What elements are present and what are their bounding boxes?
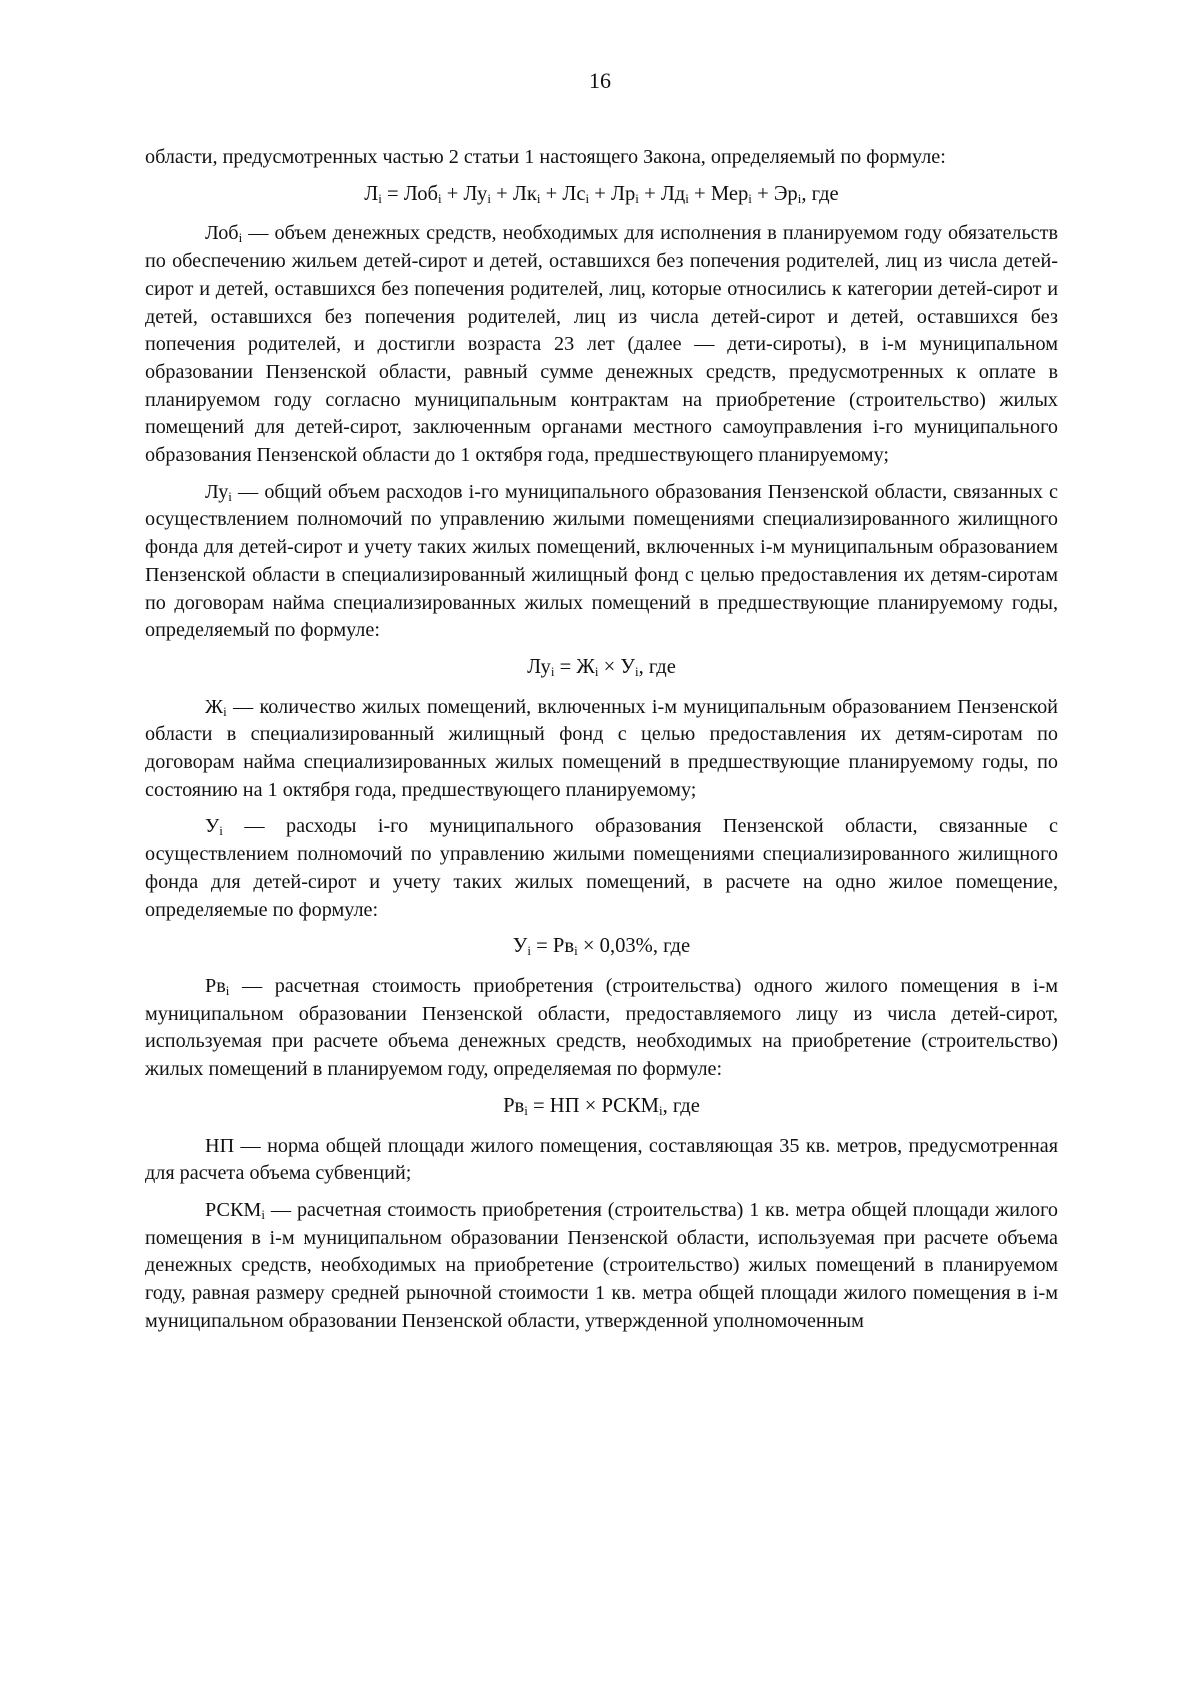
definition-lob: Лоб$_i$ — объем денежных средств, необходимых для исполнения в планируемом году обязательств по обеспечению жильем детей-сирот и детей, оставшихся без попечения родителей, лиц из числа детей-сирот и детей, оставшихся без попечения родителей, лиц, которые относились к категории детей-сирот и детей, оставшихся без попечения родителей, лиц из числа детей-сирот и детей, оставшихся без попечения родителей, и достигли возраста 23 лет (далее — дети-сироты), в i-м муниципальном образовании Пензенской области, равный сумме денежных средств, предусмотренных к оплате в планируемом году согласно муниципальным контрактам на приобретение (строительство) жилых помещений для детей-сирот, заключенным органами местного самоуправления i-го муниципального образования Пензенской области до 1 октября года, предшествующего планируемому; <box>145 222 1058 467</box>
definition-lu: $Лу_i$ — общий объем расходов i-го муниципального образования Пензенской области, связанных с осуществлением полномочий по управлению жилыми помещениями специализированного жилищного фонда для детей-сирот и учету таких жилых помещений, включенных i-м муниципальным образованием Пензенской области в специализированный жилищный фонд с целью предоставления их детям-сиротам по договорам найма специализированных жилых помещений в предшествующие планируемому годы, определяемый по формуле: <box>145 480 1058 642</box>
definition-u: $У_i$ — расходы i-го муниципального образования Пензенской области, связанные с осуществлением полномочий по управлению жилыми помещениями специализированного жилищного фонда для детей-сирот и учету таких жилых помещений, в расчете на одно жилое помещение, определяемые по формуле: <box>145 815 1058 921</box>
definition-rskm: $РСКМ_i$ — расчетная стоимость приобретения (строительства) 1 кв. метра общей площади жилого помещения в i-м муниципальном образовании Пензенской области, используемая при расчете объема денежных средств, необходимых на приобретение (строительство) жилых помещений в планируемом году, равная размеру средней рыночной стоимости 1 кв. метра общей площади жилого помещения в i-м муниципальном образовании Пензенской области, утвержденной уполномоченным <box>145 1198 1058 1332</box>
paragraph-continuation: области, предусмотренных частью 2 статьи 1 настоящего Закона, определяемый по формуле: <box>145 146 946 168</box>
formula-l-total: $Л_i = Лоб_i + Лу_i + Лк_i + Лс_i + Лр_i + Лд_i + Мер_i + Эр_i$, где <box>364 182 839 206</box>
definition-np: НП — норма общей площади жилого помещения, составляющая 35 кв. метров, предусмотренная для расчета объема субвенций; <box>145 1134 1058 1185</box>
formula-rv: $Рв_i$ = НП × $РСКМ_i$, где <box>503 1094 700 1118</box>
formula-lu: $Лу_i = Ж_i \times У_i$, где <box>527 655 676 679</box>
formula-u: $У_i = Рв_i \times 0,03\%$, где <box>512 935 691 959</box>
definition-zh: $Ж_i$ — количество жилых помещений, включенных i-м муниципальным образованием Пензенской области в специализированный жилищный фонд с целью предоставления их детям-сиротам по договорам найма специализированных жилых помещений в предшествующие планируемому годы, по состоянию на 1 октября года, предшествующего планируемому; <box>145 695 1058 801</box>
document-body <box>145 144 1058 1344</box>
page-number: 16 <box>589 68 611 93</box>
definition-rv: $Рв_i$ — расчетная стоимость приобретения (строительства) одного жилого помещения в i-м муниципальном образовании Пензенской области, предоставляемого лицу из числа детей-сирот, используемая при расчете объема денежных средств, необходимых на приобретение (строительство) жилых помещений в планируемом году, определяемая по формуле: <box>145 974 1058 1081</box>
